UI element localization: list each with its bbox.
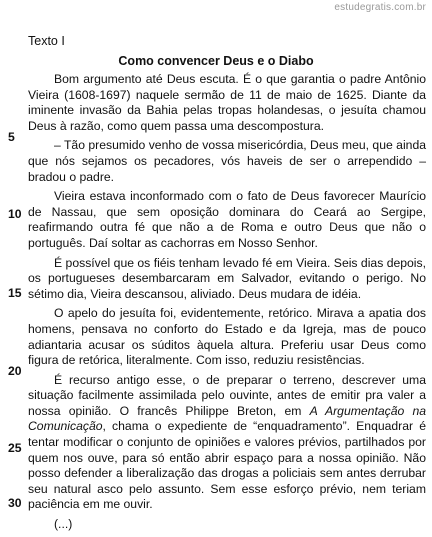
article-body xyxy=(28,72,426,537)
paragraph: É possível que os fiéis tenham levado fé em Vieira. Seis dias depois, os portugueses desembarcaram em Salvador, evitando o perigo. No sétimo dia, Vieira descansou, aliviado. Deus mudara de idéia. xyxy=(28,255,426,301)
paragraph: Bom argumento até Deus escuta. É o que garantia o padre Antônio Vieira (1608-1697) naquele sermão de 11 de maio de 1625. Diante da iminente invasão da Bahia pelas tropas holandesas, o jesuíta chamou Deus à razão, como quem passa uma descompostura. xyxy=(28,72,426,133)
ellipsis: (...) xyxy=(54,517,73,532)
paragraph-text: , chama o expediente de “enquadramento”. Enquadrar é tentar modificar o conjunto de opiniões e valores prévios, partilhados por quem nos ouve, para só então abrir espaço para a nossa opinião. Não posso defender a liberalização das drogas a policiais sem antes derrubar seu natural asco pelo assunto. Sem esse esforço prévio, nem teriam paciência em me ouvir. xyxy=(28,419,426,512)
text-label: Texto I xyxy=(28,34,65,48)
line-number: 25 xyxy=(8,441,22,455)
line-number: 15 xyxy=(8,286,22,300)
paragraph: O apelo do jesuíta foi, evidentemente, retórico. Mirava a apatia dos homens, pensava no conforto do Estado e da Igreja, mas de pouco adiantaria acusar os súditos àquela altura. Preferiu usar Deus como figura de retórica, literalmente. Com isso, reduziu resistências. xyxy=(28,306,426,368)
paragraph-text: É recurso antigo esse, o de preparar o terreno, descrever uma situação facilmente assimilada pelo ouvinte, antes de emitir pra valer a nossa opinião. O francês Philippe Breton, em xyxy=(28,372,426,418)
line-number: 10 xyxy=(8,207,22,221)
paragraph: Vieira estava inconformado com o fato de Deus favorecer Maurício de Nassau, que sem oposição dominara do Ceará ao Sergipe, reafirmando outra fé que não a de Roma e outro Deus que não o português. Daí soltar as cachorras em Nosso Senhor. xyxy=(28,189,426,250)
line-number: 30 xyxy=(8,496,22,510)
site-watermark: estudegratis.com.br xyxy=(334,2,426,13)
line-number: 5 xyxy=(8,130,15,144)
line-number: 20 xyxy=(8,364,22,378)
paragraph: – Tão presumido venho de vossa misericórdia, Deus meu, que ainda que nós sejamos os pecadores, vós haveis de ser o arrependido – bradou o padre. xyxy=(28,138,426,184)
paragraph xyxy=(28,373,426,513)
book-title: A Argumentação na Comunicação xyxy=(28,403,427,434)
text-title: Como convencer Deus e o Diabo xyxy=(118,54,314,68)
